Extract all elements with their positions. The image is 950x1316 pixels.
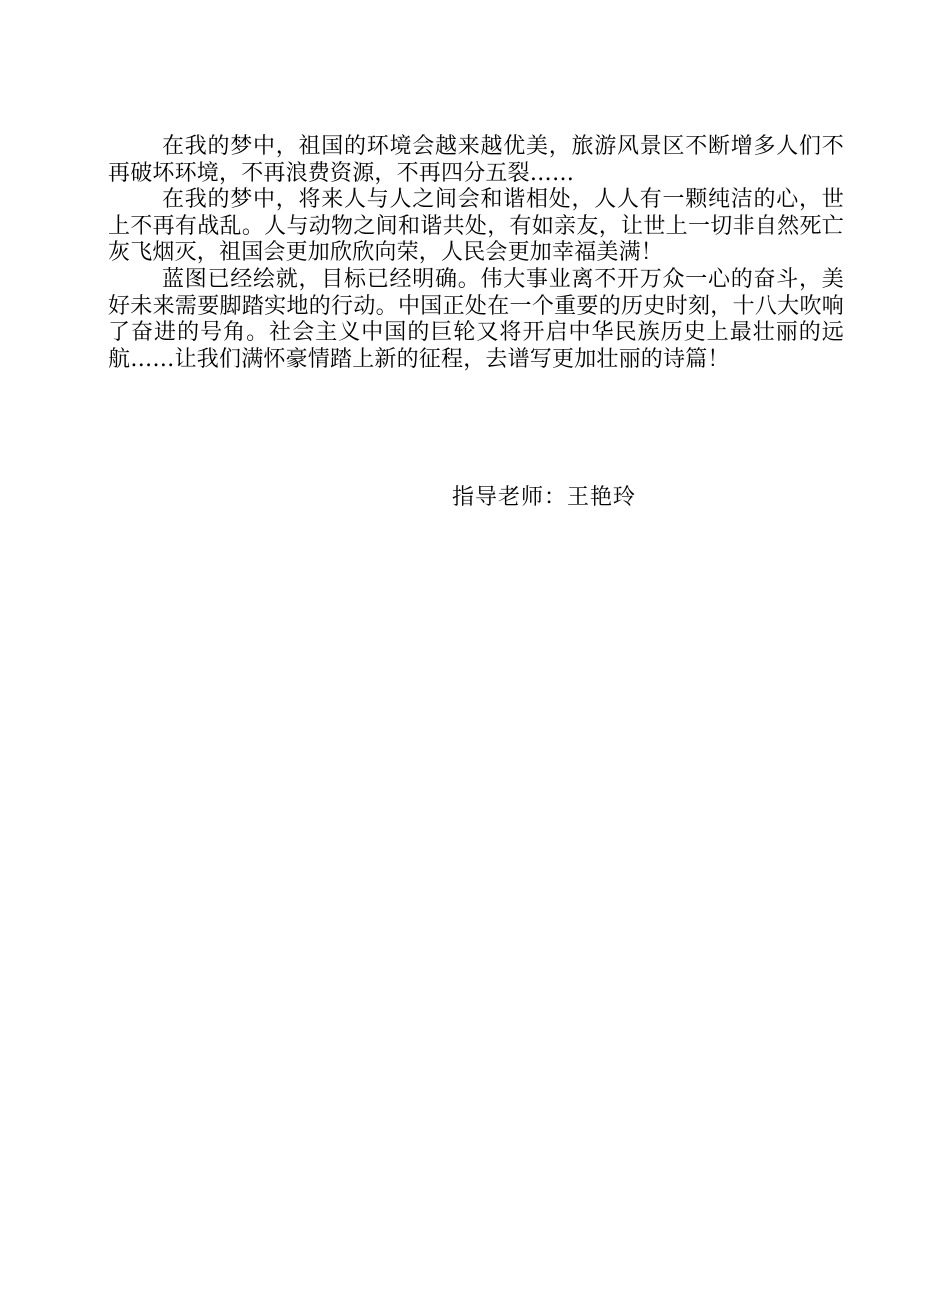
paragraph-2: 在我的梦中，将来人与人之间会和谐相处，人人有一颗纯洁的心，世上不再有战乱。人与动物之间和谐共处，有如亲友，让世上一切非自然死亡灰飞烟灭，祖国会更加欣欣向荣，人民会更加幸福美满！ — [108, 187, 844, 266]
teacher-signature: 指导老师：王艳玲 — [452, 485, 637, 510]
paragraph-1: 在我的梦中，祖国的环境会越来越优美，旅游风景区不断增多人们不再破坏环境，不再浪费资源，不再四分五裂…… — [108, 134, 844, 186]
paragraph-3: 蓝图已经绘就，目标已经明确。伟大事业离不开万众一心的奋斗，美好未来需要脚踏实地的行动。中国正处在一个重要的历史时刻，十八大吹响了奋进的号角。社会主义中国的巨轮又将开启中华民族历史上最壮丽的远航……让我们满怀豪情踏上新的征程，去谱写更加壮丽的诗篇！ — [108, 266, 844, 372]
essay-body — [108, 134, 844, 373]
